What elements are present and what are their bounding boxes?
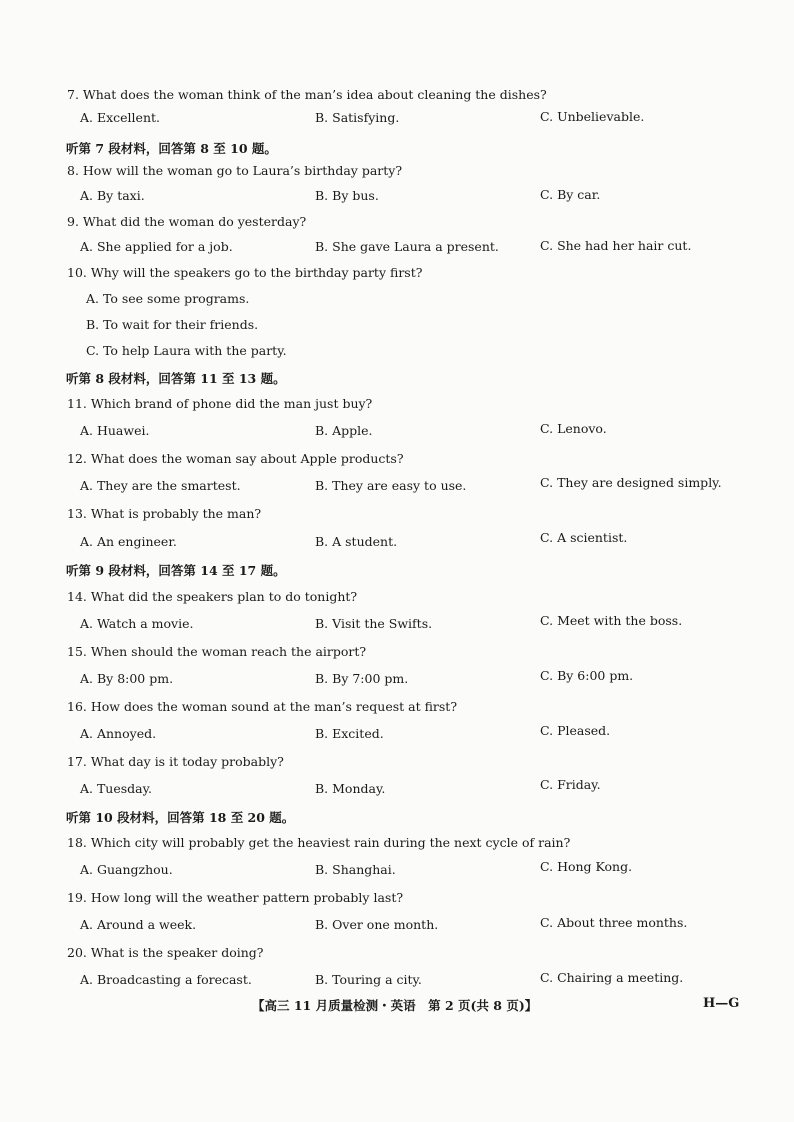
q20-option-b: B. Touring a city.	[315, 972, 422, 987]
question-17: 17. What day is it today probably?	[67, 754, 284, 769]
question-8: 8. How will the woman go to Laura’s birthday party?	[67, 163, 403, 178]
q8-option-b: B. By bus.	[315, 188, 379, 203]
q18-option-b: B. Shanghai.	[315, 862, 396, 877]
question-18: 18. Which city will probably get the heaviest rain during the next cycle of rain?	[67, 835, 571, 850]
q14-option-b: B. Visit the Swifts.	[315, 616, 433, 631]
q7-option-c: C. Unbelievable.	[540, 109, 645, 124]
q10-option-c: C. To help Laura with the party.	[86, 343, 287, 358]
question-7: 7. What does the woman think of the man’s idea about cleaning the dishes?	[67, 87, 547, 102]
q8-option-c: C. By car.	[540, 187, 601, 202]
q11-option-b: B. Apple.	[315, 423, 373, 438]
page-footer: 【高三 11 月质量检测・英语 第 2 页(共 8 页)】	[252, 998, 538, 1013]
q19-option-c: C. About three months.	[540, 915, 688, 930]
question-14: 14. What did the speakers plan to do tonight?	[67, 589, 358, 604]
q7-option-b: B. Satisfying.	[315, 110, 400, 125]
q17-option-c: C. Friday.	[540, 777, 601, 792]
q12-option-c: C. They are designed simply.	[540, 475, 722, 490]
q19-option-a: A. Around a week.	[80, 917, 197, 932]
q15-option-c: C. By 6:00 pm.	[540, 668, 634, 683]
q18-option-a: A. Guangzhou.	[80, 862, 173, 877]
q17-option-a: A. Tuesday.	[80, 781, 153, 796]
q14-option-a: A. Watch a movie.	[80, 616, 194, 631]
q16-option-b: B. Excited.	[315, 726, 384, 741]
q19-option-b: B. Over one month.	[315, 917, 439, 932]
section-10-instruction: 听第 10 段材料，回答第 18 至 20 题。	[66, 810, 295, 825]
question-13: 13. What is probably the man?	[67, 506, 262, 521]
q14-option-c: C. Meet with the boss.	[540, 613, 683, 628]
section-8-instruction: 听第 8 段材料，回答第 11 至 13 题。	[66, 371, 286, 386]
q13-option-b: B. A student.	[315, 534, 398, 549]
q9-option-b: B. She gave Laura a present.	[315, 239, 499, 254]
question-9: 9. What did the woman do yesterday?	[67, 214, 307, 229]
q9-option-c: C. She had her hair cut.	[540, 238, 692, 253]
q11-option-a: A. Huawei.	[80, 423, 150, 438]
q12-option-a: A. They are the smartest.	[80, 478, 241, 493]
q7-option-a: A. Excellent.	[80, 110, 160, 125]
question-11: 11. Which brand of phone did the man just buy?	[67, 396, 373, 411]
question-15: 15. When should the woman reach the airport?	[67, 644, 367, 659]
section-7-instruction: 听第 7 段材料，回答第 8 至 10 题。	[66, 141, 277, 156]
q18-option-c: C. Hong Kong.	[540, 859, 633, 874]
question-10: 10. Why will the speakers go to the birthday party first?	[67, 265, 423, 280]
q10-option-b: B. To wait for their friends.	[86, 317, 259, 332]
q16-option-a: A. Annoyed.	[80, 726, 157, 741]
q20-option-c: C. Chairing a meeting.	[540, 970, 684, 985]
q13-option-a: A. An engineer.	[80, 534, 177, 549]
paper-code: H—G	[703, 996, 740, 1011]
q17-option-b: B. Monday.	[315, 781, 386, 796]
question-19: 19. How long will the weather pattern probably last?	[67, 890, 404, 905]
question-20: 20. What is the speaker doing?	[67, 945, 264, 960]
question-12: 12. What does the woman say about Apple products?	[67, 451, 404, 466]
question-16: 16. How does the woman sound at the man’s request at first?	[67, 699, 458, 714]
q10-option-a: A. To see some programs.	[86, 291, 250, 306]
section-9-instruction: 听第 9 段材料，回答第 14 至 17 题。	[66, 563, 286, 578]
q15-option-b: B. By 7:00 pm.	[315, 671, 409, 686]
q15-option-a: A. By 8:00 pm.	[80, 671, 174, 686]
q12-option-b: B. They are easy to use.	[315, 478, 467, 493]
q16-option-c: C. Pleased.	[540, 723, 611, 738]
q20-option-a: A. Broadcasting a forecast.	[80, 972, 252, 987]
q13-option-c: C. A scientist.	[540, 530, 628, 545]
q11-option-c: C. Lenovo.	[540, 421, 607, 436]
q9-option-a: A. She applied for a job.	[80, 239, 233, 254]
q8-option-a: A. By taxi.	[80, 188, 145, 203]
